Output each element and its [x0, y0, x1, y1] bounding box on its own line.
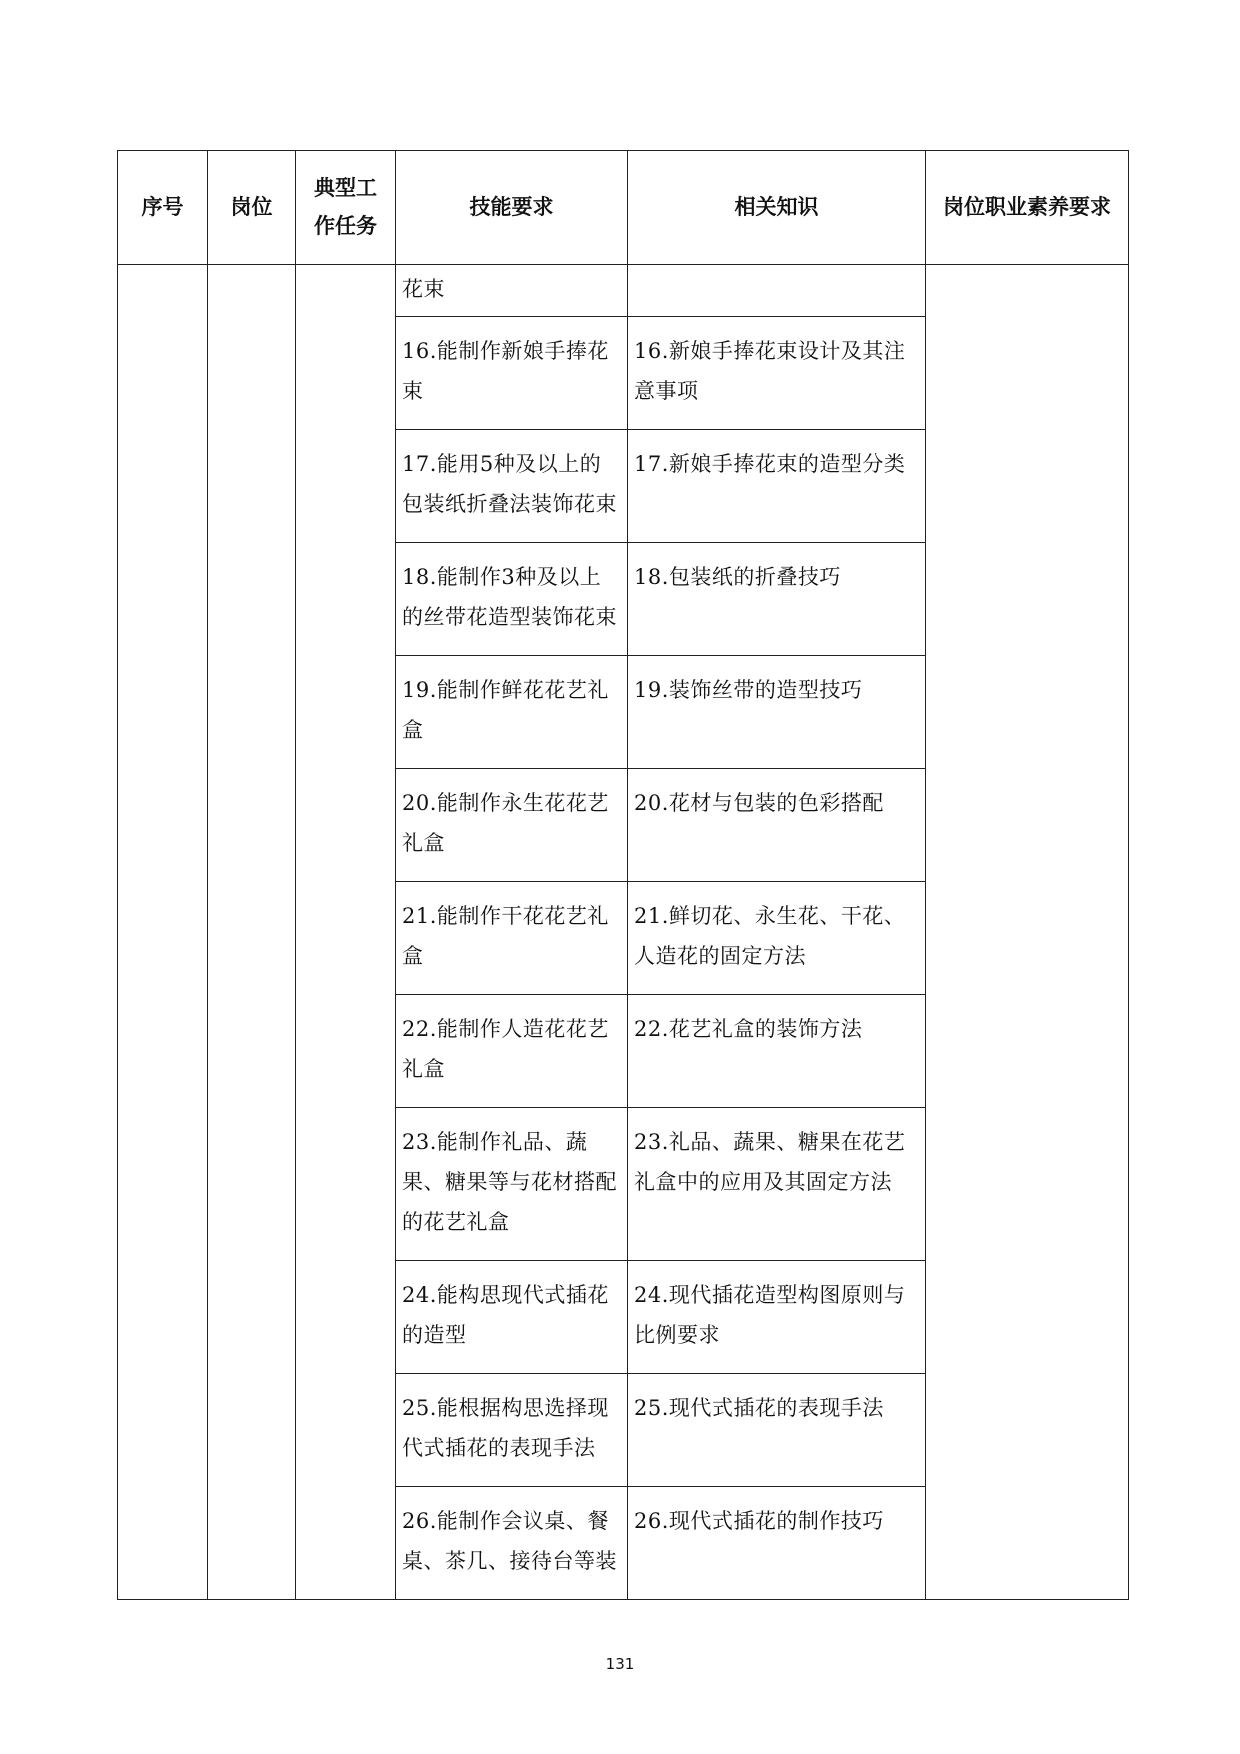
skill-cell: 22.能制作人造花花艺礼盒: [396, 995, 628, 1108]
skill-cell: 23.能制作礼品、蔬果、糖果等与花材搭配的花艺礼盒: [396, 1108, 628, 1261]
literacy-cell: [926, 265, 1129, 1600]
table-row: [118, 265, 1129, 317]
curriculum-table: [117, 150, 1129, 1600]
table-header-row: [118, 151, 1129, 265]
skill-cell: 24.能构思现代式插花的造型: [396, 1261, 628, 1374]
header-position: 岗位: [208, 151, 296, 265]
knowledge-cell: 21.鲜切花、永生花、干花、人造花的固定方法: [628, 882, 926, 995]
header-index: 序号: [118, 151, 208, 265]
skill-cell: 19.能制作鲜花花艺礼盒: [396, 656, 628, 769]
skill-cell: 25.能根据构思选择现代式插花的表现手法: [396, 1374, 628, 1487]
header-knowledge: 相关知识: [628, 151, 926, 265]
knowledge-cell: 19.装饰丝带的造型技巧: [628, 656, 926, 769]
skill-cell: 18.能制作3种及以上的丝带花造型装饰花束: [396, 543, 628, 656]
skill-cell: 20.能制作永生花花艺礼盒: [396, 769, 628, 882]
knowledge-cell: 18.包装纸的折叠技巧: [628, 543, 926, 656]
knowledge-cell: [628, 265, 926, 317]
header-literacy: 岗位职业素养要求: [926, 151, 1129, 265]
header-skills: 技能要求: [396, 151, 628, 265]
task-cell: [296, 265, 396, 1600]
knowledge-cell: 17.新娘手捧花束的造型分类: [628, 430, 926, 543]
knowledge-cell: 26.现代式插花的制作技巧: [628, 1487, 926, 1600]
skill-cell: 16.能制作新娘手捧花束: [396, 317, 628, 430]
knowledge-cell: 24.现代插花造型构图原则与比例要求: [628, 1261, 926, 1374]
knowledge-cell: 23.礼品、蔬果、糖果在花艺礼盒中的应用及其固定方法: [628, 1108, 926, 1261]
skill-cell: 21.能制作干花花艺礼盒: [396, 882, 628, 995]
page-number: 131: [605, 1655, 635, 1673]
skill-cell: 26.能制作会议桌、餐桌、茶几、接待台等装: [396, 1487, 628, 1600]
index-cell: [118, 265, 208, 1600]
header-task: 典型工作任务: [296, 151, 396, 265]
skill-cell: 花束: [396, 265, 628, 317]
knowledge-cell: 25.现代式插花的表现手法: [628, 1374, 926, 1487]
knowledge-cell: 22.花艺礼盒的装饰方法: [628, 995, 926, 1108]
knowledge-cell: 20.花材与包装的色彩搭配: [628, 769, 926, 882]
knowledge-cell: 16.新娘手捧花束设计及其注意事项: [628, 317, 926, 430]
position-cell: [208, 265, 296, 1600]
skill-cell: 17.能用5种及以上的包装纸折叠法装饰花束: [396, 430, 628, 543]
